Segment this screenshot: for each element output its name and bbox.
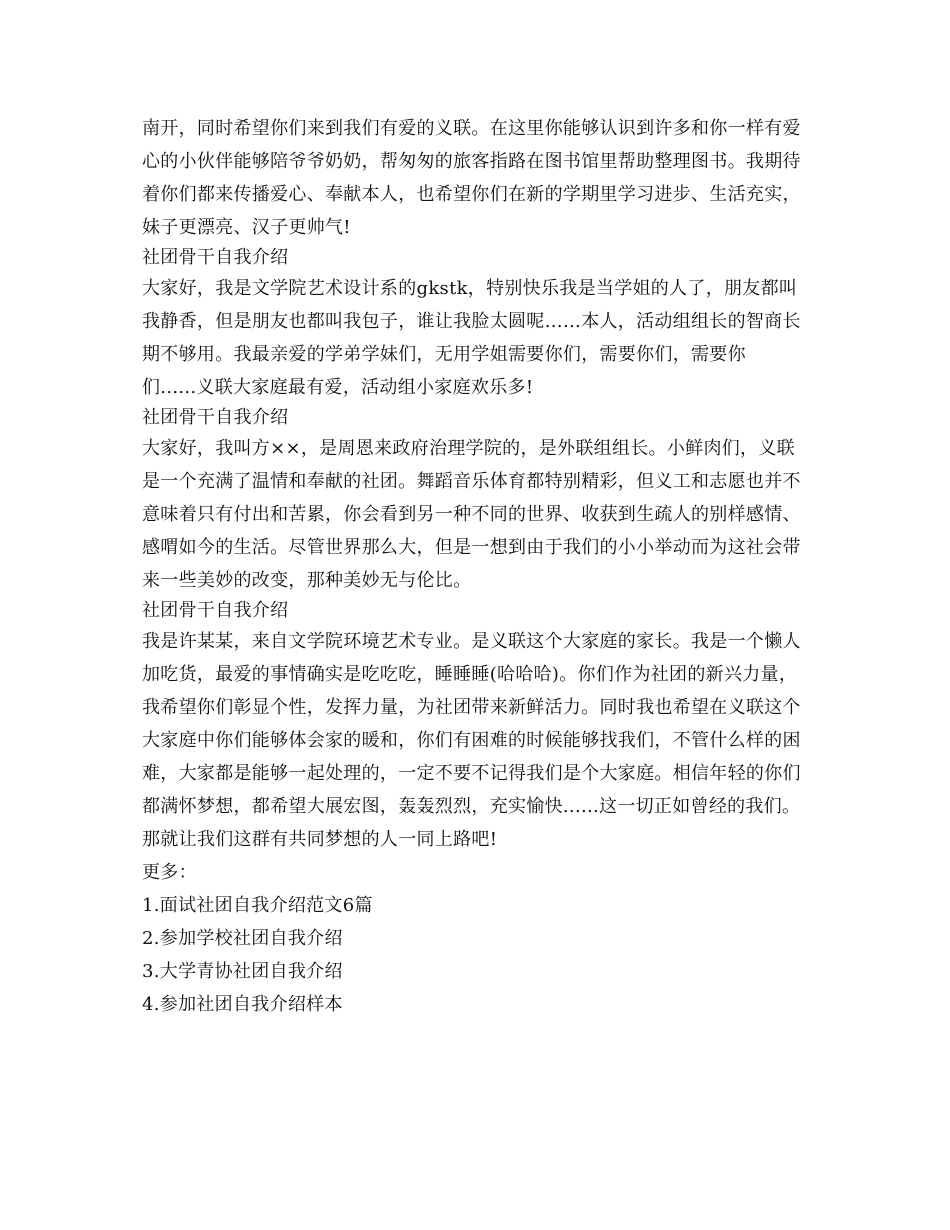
section-heading: 社团骨干自我介绍 (142, 600, 289, 621)
related-article-link[interactable]: 1.面试社团自我介绍范文6篇 (142, 895, 373, 916)
section-heading: 社团骨干自我介绍 (142, 247, 289, 268)
text-line: 妹子更漂亮、汉子更帅气! (142, 217, 351, 238)
related-article-link[interactable]: 4.参加社团自我介绍样本 (142, 994, 343, 1015)
text-line: 那就让我们这群有共同梦想的人一同上路吧! (142, 829, 498, 850)
text-line: 都满怀梦想，都希望大展宏图，轰轰烈烈，充实愉快......这一切正如曾经的我们。 (142, 796, 801, 817)
section-heading: 社团骨干自我介绍 (142, 407, 289, 428)
text-line: 大家庭中你们能够体会家的暖和，你们有困难的时候能够找我们，不管什么样的困 (142, 730, 801, 751)
paragraph-activity-leader (142, 272, 832, 404)
text-line: 意味着只有付出和苦累，你会看到另一种不同的世界、收获到生疏人的别样感情、 (142, 504, 801, 525)
text-line: 期不够用。我最亲爱的学弟学妹们，无用学姐需要你们，需要你们，需要你 (142, 344, 746, 365)
text-line: 大家好，我是文学院艺术设计系的gkstk，特别快乐我是当学姐的人了，朋友都叫 (142, 278, 798, 299)
document-page (142, 112, 832, 1021)
text-line: 难，大家都是能够一起处理的，一定不要不记得我们是个大家庭。相信年轻的你们 (142, 763, 801, 784)
text-line: 南开，同时希望你们来到我们有爱的义联。在这里你能够认识到许多和你一样有爱 (142, 118, 801, 139)
text-line: 是一个充满了温情和奉献的社团。舞蹈音乐体育都特别精彩，但义工和志愿也并不 (142, 471, 801, 492)
paragraph-club-head (142, 625, 832, 856)
text-line: 我静香，但是朋友也都叫我包子，谁让我脸太圆呢……本人，活动组组长的智商长 (142, 311, 801, 332)
related-article-link[interactable]: 3.大学青协社团自我介绍 (142, 961, 343, 982)
text-line: 来一些美妙的改变，那种美妙无与伦比。 (142, 570, 472, 591)
related-article-link[interactable]: 2.参加学校社团自我介绍 (142, 928, 343, 949)
text-line: 着你们都来传播爱心、奉献本人，也希望你们在新的学期里学习进步、生活充实， (142, 184, 801, 205)
paragraph-outreach-leader (142, 432, 832, 597)
text-line: 我希望你们彰显个性，发挥力量，为社团带来新鲜活力。同时我也希望在义联这个 (142, 697, 801, 718)
text-line: 心的小伙伴能够陪爷爷奶奶，帮匆匆的旅客指路在图书馆里帮助整理图书。我期待 (142, 151, 801, 172)
text-line: 感喟如今的生活。尽管世界那么大，但是一想到由于我们的小小举动而为这社会带 (142, 537, 801, 558)
text-line: 们......义联大家庭最有爱，活动组小家庭欢乐多! (142, 377, 534, 398)
text-line: 加吃货，最爱的事情确实是吃吃吃，睡睡睡(哈哈哈)。你们作为社团的新兴力量， (142, 664, 798, 685)
text-line: 大家好，我叫方××，是周恩来政府治理学院的，是外联组组长。小鲜肉们，义联 (142, 438, 795, 459)
more-list-title: 更多： (142, 862, 197, 883)
paragraph-intro-continued (142, 112, 832, 244)
text-line: 我是许某某，来自文学院环境艺术专业。是义联这个大家庭的家长。我是一个懒人 (142, 631, 801, 652)
